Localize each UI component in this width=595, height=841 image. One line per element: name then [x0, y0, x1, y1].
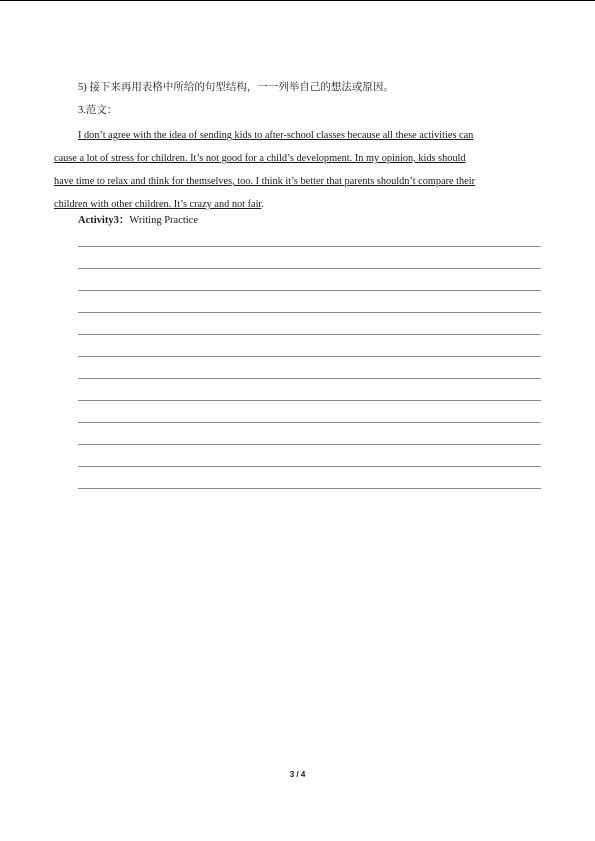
- activity-label: Activity3：: [78, 215, 130, 226]
- sample-essay: [54, 124, 541, 216]
- top-border-rule: [0, 0, 595, 1]
- sample-line-1: [54, 124, 541, 147]
- sample-line-2-text: cause a lot of stress for children. It’s not good for a child’s development. In my opinion, kids should: [54, 153, 466, 164]
- writing-line[interactable]: [78, 334, 541, 356]
- writing-line[interactable]: [78, 356, 541, 378]
- writing-line[interactable]: [78, 246, 541, 268]
- writing-line[interactable]: [78, 312, 541, 334]
- writing-line[interactable]: [78, 488, 541, 510]
- sample-line-4-period: .: [261, 199, 264, 210]
- writing-line[interactable]: [78, 400, 541, 422]
- sample-essay-heading: 3.范文：: [78, 105, 118, 116]
- page-number: 3 / 4: [289, 770, 306, 779]
- writing-line[interactable]: [78, 466, 541, 488]
- activity-title: Writing Practice: [129, 215, 199, 226]
- writing-practice-area[interactable]: [78, 246, 541, 510]
- sample-line-4-part-a: children with other children. It’s crazy and not fair: [54, 199, 262, 210]
- sample-line-1-part-b: because all these activities can: [344, 130, 474, 141]
- writing-line[interactable]: [78, 290, 541, 312]
- sample-line-1-part-a: I don’t agree with the idea of sending kids to after-school classes: [78, 130, 345, 141]
- sample-line-3-part-a: have time to relax and think for themselves, too.: [54, 176, 254, 187]
- sample-line-3: [54, 170, 541, 193]
- step-5-instruction: 5) 接下来再用表格中所给的句型结构，一一列举自己的想法或原因。: [78, 82, 394, 93]
- sample-line-3-part-b: I think it’s better that parents shouldn’t compare their: [253, 176, 476, 187]
- writing-line[interactable]: [78, 422, 541, 444]
- activity-3-heading: [78, 212, 198, 227]
- writing-line[interactable]: [78, 444, 541, 466]
- writing-line[interactable]: [78, 268, 541, 290]
- writing-line[interactable]: [78, 378, 541, 400]
- sample-line-2: [54, 147, 541, 170]
